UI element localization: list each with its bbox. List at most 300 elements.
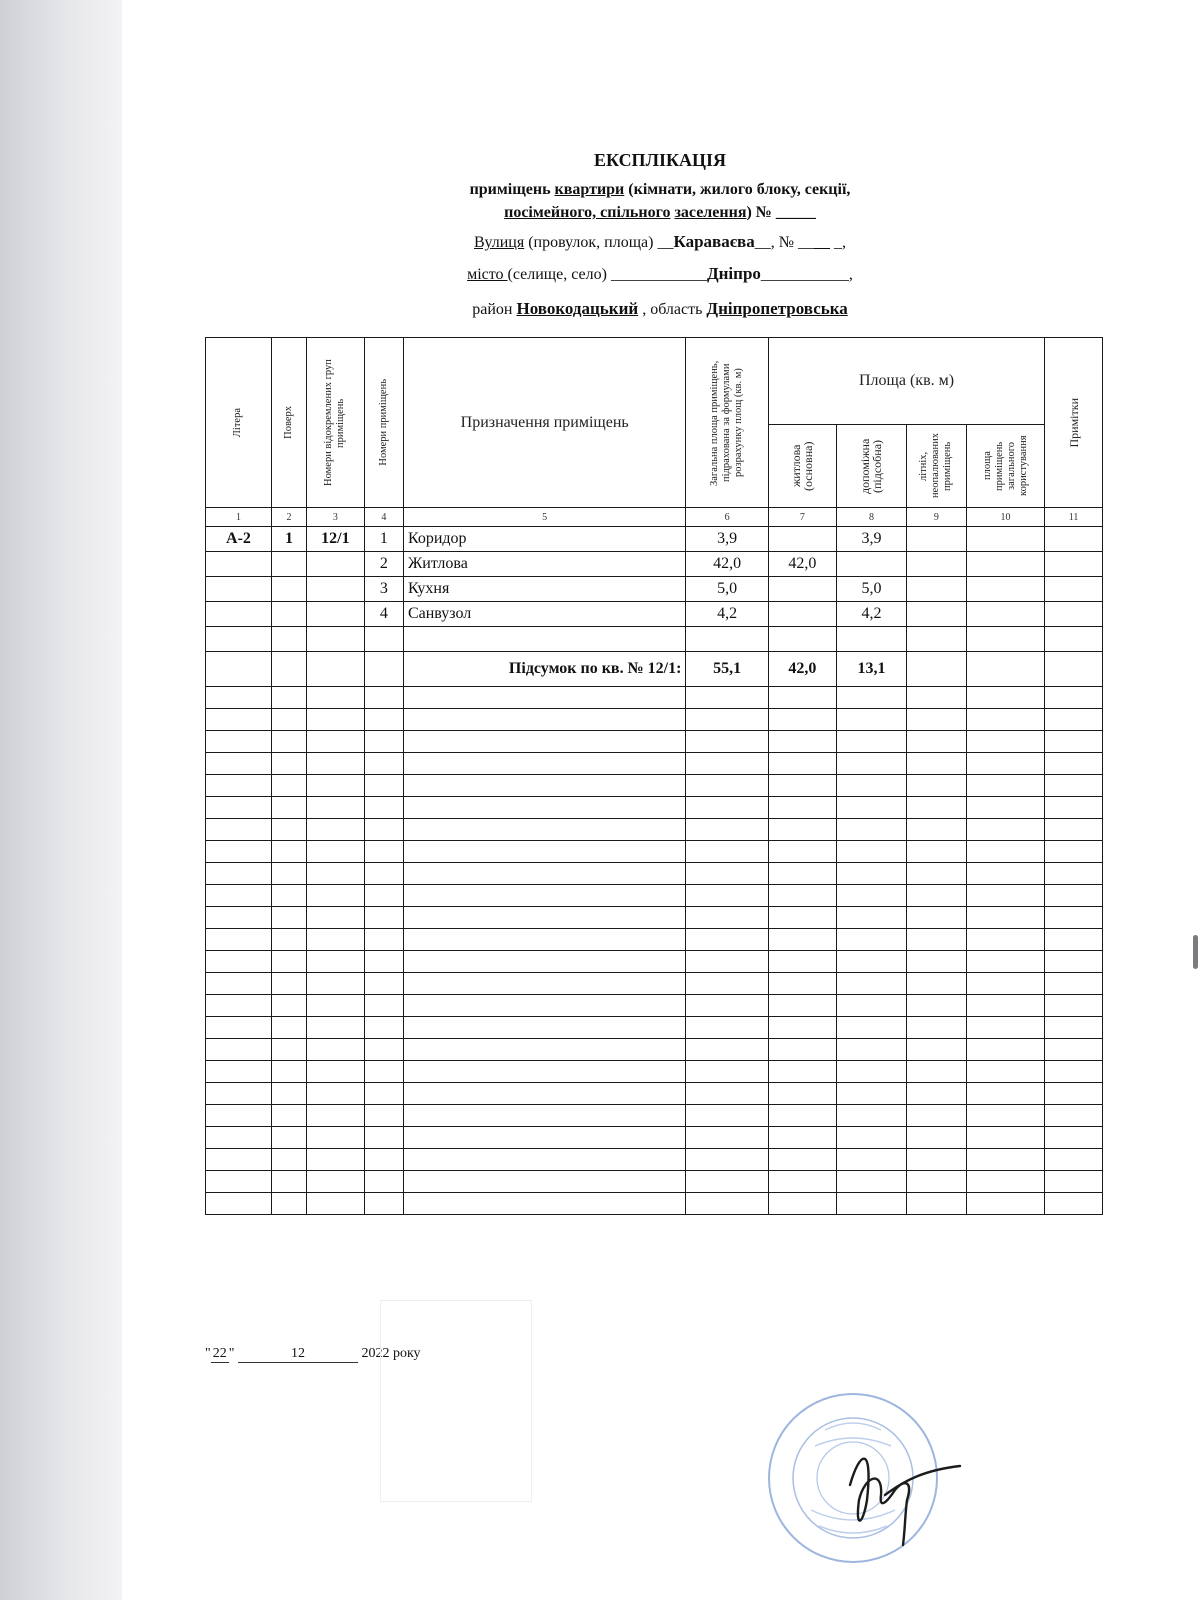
- table-row-empty: [206, 841, 1103, 863]
- table-cell-empty: [271, 841, 306, 863]
- table-cell-empty: [271, 951, 306, 973]
- table-cell-empty: [271, 1017, 306, 1039]
- table-cell-empty: [364, 841, 403, 863]
- table-cell-empty: [403, 753, 685, 775]
- table-cell-empty: [836, 1061, 906, 1083]
- table-cell-empty: [966, 841, 1044, 863]
- table-cell-empty: [206, 1149, 272, 1171]
- table-cell-empty: [271, 797, 306, 819]
- table-cell-empty: [686, 1149, 768, 1171]
- table-cell-empty: [907, 1193, 967, 1215]
- table-cell-empty: [307, 1017, 365, 1039]
- table-cell-empty: [307, 951, 365, 973]
- table-cell-empty: [768, 819, 836, 841]
- table-cell-empty: [907, 885, 967, 907]
- table-cell-empty: [686, 973, 768, 995]
- table-cell-empty: [686, 863, 768, 885]
- table-cell-empty: [271, 1127, 306, 1149]
- table-cell-empty: [364, 1039, 403, 1061]
- bleed-through-mark: [380, 1300, 532, 1502]
- table-cell-empty: [403, 929, 685, 951]
- table-cell-empty: [836, 1039, 906, 1061]
- table-cell-empty: [1045, 885, 1103, 907]
- table-cell-empty: [686, 709, 768, 731]
- table-cell-empty: [686, 841, 768, 863]
- table-row-empty: [206, 885, 1103, 907]
- table-cell-empty: [271, 995, 306, 1017]
- table-cell-empty: [271, 753, 306, 775]
- table-cell-empty: [206, 863, 272, 885]
- table-total-row: [206, 652, 1103, 687]
- table-cell-empty: [403, 885, 685, 907]
- table-cell-empty: [364, 1105, 403, 1127]
- total-label: Підсумок по кв. № 12/1:: [403, 652, 685, 687]
- table-cell-empty: [307, 1171, 365, 1193]
- table-cell-empty: [836, 1017, 906, 1039]
- table-cell-empty: [768, 841, 836, 863]
- table-cell-empty: [966, 753, 1044, 775]
- table-row-empty: [206, 1171, 1103, 1193]
- table-cell-empty: [364, 1083, 403, 1105]
- table-cell-empty: [686, 1039, 768, 1061]
- total-area-value: 55,1: [686, 652, 768, 687]
- table-cell-empty: [686, 1171, 768, 1193]
- table-cell-empty: [307, 731, 365, 753]
- table-row-empty: [206, 1061, 1103, 1083]
- table-cell-empty: [364, 885, 403, 907]
- table-cell-empty: [907, 819, 967, 841]
- date-day: 22: [212, 1346, 227, 1361]
- table-cell-empty: [403, 819, 685, 841]
- table-cell-empty: [907, 973, 967, 995]
- street-line: Вулиця (провулок, площа) __Караваєва__, № ____ _,: [473, 232, 846, 251]
- district-line: район Новокодацький , область Дніпропетровська: [472, 299, 848, 318]
- table-cell-empty: [206, 797, 272, 819]
- table-cell-empty: [966, 1127, 1044, 1149]
- table-cell-empty: [403, 863, 685, 885]
- table-cell-empty: [686, 929, 768, 951]
- table-cell-empty: [307, 1105, 365, 1127]
- table-cell-empty: [307, 797, 365, 819]
- table-row-empty: [206, 929, 1103, 951]
- table-cell-empty: [307, 1127, 365, 1149]
- table-cell-empty: [686, 951, 768, 973]
- table-cell-empty: [907, 753, 967, 775]
- table-cell-empty: [686, 1127, 768, 1149]
- header-area-group: Площа (кв. м): [768, 338, 1044, 425]
- table-cell-empty: [907, 863, 967, 885]
- table-cell-empty: [403, 1061, 685, 1083]
- table-cell-empty: [907, 687, 967, 709]
- explication-table: [205, 337, 1103, 1215]
- table-cell-empty: [836, 973, 906, 995]
- table-cell-empty: [836, 995, 906, 1017]
- table-cell-empty: [206, 1039, 272, 1061]
- table-cell-empty: [768, 885, 836, 907]
- table-cell-empty: [403, 1193, 685, 1215]
- table-cell-empty: [686, 1061, 768, 1083]
- table-cell-empty: [307, 995, 365, 1017]
- table-cell-empty: [1045, 775, 1103, 797]
- table-cell-empty: [768, 1105, 836, 1127]
- table-cell-empty: [1045, 973, 1103, 995]
- table-row: 2 Житлова 42,0 42,0: [206, 552, 1103, 577]
- table-cell-empty: [271, 863, 306, 885]
- street-value: Караваєва: [673, 232, 755, 251]
- table-cell-empty: [271, 687, 306, 709]
- table-cell-empty: [206, 973, 272, 995]
- table-row-empty: [206, 753, 1103, 775]
- table-cell-empty: [271, 819, 306, 841]
- table-cell-empty: [836, 731, 906, 753]
- table-cell-empty: [907, 1127, 967, 1149]
- table-cell-empty: [403, 775, 685, 797]
- table-cell-empty: [836, 951, 906, 973]
- table-cell-empty: [907, 797, 967, 819]
- table-cell-empty: [966, 885, 1044, 907]
- table-cell-empty: [364, 951, 403, 973]
- table-row-empty: [206, 973, 1103, 995]
- table-cell-empty: [907, 1061, 967, 1083]
- table-cell-empty: [768, 1083, 836, 1105]
- table-cell-empty: [364, 863, 403, 885]
- table-cell-empty: [768, 1017, 836, 1039]
- table-cell-empty: [206, 1127, 272, 1149]
- table-cell-empty: [271, 885, 306, 907]
- table-cell-empty: [768, 687, 836, 709]
- header-notes: Примітки: [1045, 338, 1103, 508]
- table-cell-empty: [307, 753, 365, 775]
- table-cell-empty: [1045, 1149, 1103, 1171]
- table-cell-empty: [768, 1039, 836, 1061]
- table-cell-empty: [206, 731, 272, 753]
- table-cell-empty: [907, 775, 967, 797]
- header-litera: Літера: [206, 338, 272, 508]
- table-cell-empty: [1045, 797, 1103, 819]
- table-cell-empty: [206, 687, 272, 709]
- table-cell-empty: [836, 1127, 906, 1149]
- table-cell-empty: [686, 1017, 768, 1039]
- table-cell-empty: [271, 731, 306, 753]
- table-cell-empty: [271, 709, 306, 731]
- table-cell-empty: [307, 709, 365, 731]
- table-cell-empty: [966, 1149, 1044, 1171]
- table-cell-empty: [206, 819, 272, 841]
- table-row-empty: [206, 863, 1103, 885]
- table-row-empty: [206, 627, 1103, 652]
- table-cell-empty: [271, 1061, 306, 1083]
- table-cell-empty: [836, 1193, 906, 1215]
- table-cell-empty: [836, 1083, 906, 1105]
- table-cell-empty: [966, 951, 1044, 973]
- table-cell-empty: [1045, 907, 1103, 929]
- table-cell-empty: [966, 709, 1044, 731]
- table-cell-empty: [364, 973, 403, 995]
- table-cell-empty: [686, 775, 768, 797]
- table-cell-empty: [206, 1061, 272, 1083]
- table-cell-empty: [364, 753, 403, 775]
- table-cell-empty: [836, 709, 906, 731]
- header-purpose: Призначення приміщень: [403, 338, 685, 508]
- table-cell-empty: [966, 1193, 1044, 1215]
- table-cell-empty: [907, 1083, 967, 1105]
- table-row-empty: [206, 1105, 1103, 1127]
- table-cell-empty: [836, 797, 906, 819]
- table-cell-empty: [907, 841, 967, 863]
- table-cell-empty: [364, 731, 403, 753]
- table-cell-empty: [768, 731, 836, 753]
- table-cell-empty: [206, 1017, 272, 1039]
- table-cell-empty: [966, 1039, 1044, 1061]
- table-cell-empty: [686, 819, 768, 841]
- table-cell-empty: [966, 863, 1044, 885]
- table-cell-empty: [768, 951, 836, 973]
- table-cell-empty: [686, 687, 768, 709]
- table-cell-empty: [403, 907, 685, 929]
- table-cell-empty: [307, 907, 365, 929]
- table-cell-empty: [307, 929, 365, 951]
- table-cell-empty: [1045, 1039, 1103, 1061]
- city-line: місто (селище, село) ____________Дніпро___________,: [467, 264, 853, 283]
- table-cell-empty: [686, 885, 768, 907]
- district-value: Новокодацький: [516, 299, 639, 318]
- table-cell-empty: [1045, 753, 1103, 775]
- table-row: А-2 1 12/1 1 Коридор 3,9 3,9: [206, 527, 1103, 552]
- table-cell-empty: [907, 709, 967, 731]
- table-cell-empty: [966, 1171, 1044, 1193]
- table-cell-empty: [364, 819, 403, 841]
- official-stamp: [755, 1390, 965, 1565]
- table-cell-empty: [403, 1149, 685, 1171]
- table-cell-empty: [907, 731, 967, 753]
- table-cell-empty: [768, 1149, 836, 1171]
- table-cell-empty: [1045, 731, 1103, 753]
- table-row-empty: [206, 1193, 1103, 1215]
- table-cell-empty: [686, 907, 768, 929]
- table-cell-empty: [1045, 1017, 1103, 1039]
- table-cell-empty: [768, 775, 836, 797]
- table-cell-empty: [966, 929, 1044, 951]
- table-cell-empty: [206, 753, 272, 775]
- table-cell-empty: [768, 1171, 836, 1193]
- table-cell-empty: [1045, 995, 1103, 1017]
- table-cell-empty: [966, 1017, 1044, 1039]
- table-row-empty: [206, 687, 1103, 709]
- subtitle-line-2: посімейного, спільного заселення) № _____: [504, 204, 816, 221]
- table-cell-empty: [307, 1061, 365, 1083]
- table-cell-empty: [768, 1127, 836, 1149]
- table-cell-empty: [403, 951, 685, 973]
- total-living-value: 42,0: [768, 652, 836, 687]
- table-cell-empty: [307, 819, 365, 841]
- table-cell-empty: [206, 1193, 272, 1215]
- table-cell-empty: [364, 1127, 403, 1149]
- header-summer: літніх, неопалюваних приміщень: [907, 425, 967, 508]
- table-cell-empty: [686, 797, 768, 819]
- table-cell-empty: [768, 973, 836, 995]
- table-cell-empty: [768, 929, 836, 951]
- table-cell-empty: [307, 1083, 365, 1105]
- table-cell-empty: [836, 775, 906, 797]
- table-row-empty: [206, 819, 1103, 841]
- header-rooms: Номери приміщень: [364, 338, 403, 508]
- table-cell-empty: [403, 709, 685, 731]
- table-cell-empty: [907, 1039, 967, 1061]
- header-groups: Номери відокремлених груп приміщень: [307, 338, 365, 508]
- date-line: " 22 " 12 2022 року: [205, 1346, 421, 1361]
- table-cell-empty: [307, 1193, 365, 1215]
- table-cell-empty: [206, 929, 272, 951]
- table-cell-empty: [836, 929, 906, 951]
- table-cell-empty: [271, 1171, 306, 1193]
- scrollbar-thumb[interactable]: [1193, 935, 1198, 969]
- table-row-empty: [206, 797, 1103, 819]
- table-cell-empty: [403, 1039, 685, 1061]
- table-cell-empty: [271, 907, 306, 929]
- table-cell-empty: [768, 995, 836, 1017]
- table-cell-empty: [364, 775, 403, 797]
- table-row-empty: [206, 1039, 1103, 1061]
- table-cell-empty: [836, 1105, 906, 1127]
- table-row-empty: [206, 775, 1103, 797]
- city-value: Дніпро: [706, 264, 761, 283]
- table-row-empty: [206, 1149, 1103, 1171]
- table-cell-empty: [836, 687, 906, 709]
- header-living: житлова (основна): [768, 425, 836, 508]
- table-cell-empty: [907, 1171, 967, 1193]
- header-aux: допоміжна (підсобна): [836, 425, 906, 508]
- table-cell-empty: [307, 775, 365, 797]
- date-year: 2022 року: [357, 1346, 421, 1361]
- table-cell-empty: [364, 797, 403, 819]
- table-cell-empty: [686, 1193, 768, 1215]
- table-cell-empty: [768, 797, 836, 819]
- table-cell-empty: [1045, 1083, 1103, 1105]
- table-cell-empty: [966, 907, 1044, 929]
- table-cell-empty: [364, 907, 403, 929]
- table-cell-empty: [403, 1105, 685, 1127]
- table-row-empty: [206, 1017, 1103, 1039]
- table-cell-empty: [206, 841, 272, 863]
- table-cell-empty: [271, 973, 306, 995]
- table-cell-empty: [836, 841, 906, 863]
- table-cell-empty: [206, 995, 272, 1017]
- table-cell-empty: [364, 929, 403, 951]
- table-cell-empty: [364, 1017, 403, 1039]
- table-cell-empty: [768, 907, 836, 929]
- table-cell-empty: [1045, 1061, 1103, 1083]
- table-row: 4 Санвузол 4,2 4,2: [206, 602, 1103, 627]
- table-cell-empty: [966, 1083, 1044, 1105]
- table-cell-empty: [686, 731, 768, 753]
- table-cell-empty: [271, 775, 306, 797]
- table-cell-empty: [403, 841, 685, 863]
- table-cell-empty: [271, 929, 306, 951]
- table-cell-empty: [1045, 709, 1103, 731]
- table-cell-empty: [966, 1105, 1044, 1127]
- table-row-empty: [206, 709, 1103, 731]
- table-cell-empty: [271, 1149, 306, 1171]
- table-cell-empty: [966, 819, 1044, 841]
- table-cell-empty: [907, 907, 967, 929]
- table-cell-empty: [768, 753, 836, 775]
- table-cell-empty: [966, 1061, 1044, 1083]
- table-cell-empty: [1045, 1127, 1103, 1149]
- table-row-empty: [206, 1083, 1103, 1105]
- scan-edge-shadow: [0, 0, 122, 1600]
- table-row: 3 Кухня 5,0 5,0: [206, 577, 1103, 602]
- table-cell-empty: [206, 885, 272, 907]
- table-cell-empty: [364, 995, 403, 1017]
- table-cell-empty: [206, 951, 272, 973]
- table-cell-empty: [403, 1083, 685, 1105]
- table-cell-empty: [364, 1193, 403, 1215]
- table-cell-empty: [403, 731, 685, 753]
- table-cell-empty: [364, 1171, 403, 1193]
- table-cell-empty: [966, 687, 1044, 709]
- table-cell-empty: [307, 885, 365, 907]
- table-cell-empty: [1045, 687, 1103, 709]
- table-cell-empty: [1045, 1171, 1103, 1193]
- table-cell-empty: [403, 687, 685, 709]
- table-cell-empty: [966, 797, 1044, 819]
- table-cell-empty: [206, 709, 272, 731]
- table-cell-empty: [206, 1171, 272, 1193]
- table-cell-empty: [836, 907, 906, 929]
- document-title: ЕКСПЛІКАЦІЯ: [593, 150, 727, 170]
- total-aux-value: 13,1: [836, 652, 906, 687]
- header-total-area: Загальна площа приміщень, підрахована за формулами розрахунку площ (кв. м): [686, 338, 768, 508]
- table-cell-empty: [206, 775, 272, 797]
- table-cell-empty: [768, 863, 836, 885]
- table-row-empty: [206, 907, 1103, 929]
- table-cell-empty: [1045, 841, 1103, 863]
- table-cell-empty: [966, 731, 1044, 753]
- table-cell-empty: [686, 1105, 768, 1127]
- subtitle-line-1: приміщень квартири (кімнати, жилого блоку, секції,: [469, 181, 851, 198]
- table-cell-empty: [271, 1105, 306, 1127]
- table-row-empty: [206, 995, 1103, 1017]
- table-cell-empty: [206, 907, 272, 929]
- table-cell-empty: [966, 995, 1044, 1017]
- table-cell-empty: [907, 1105, 967, 1127]
- table-cell-empty: [1045, 819, 1103, 841]
- table-cell-empty: [836, 1149, 906, 1171]
- table-row-empty: [206, 731, 1103, 753]
- table-cell-empty: [403, 1171, 685, 1193]
- table-cell-empty: [686, 995, 768, 1017]
- date-month: 12: [238, 1346, 358, 1363]
- table-cell-empty: [907, 929, 967, 951]
- table-cell-empty: [403, 995, 685, 1017]
- table-cell-empty: [307, 841, 365, 863]
- table-cell-empty: [836, 753, 906, 775]
- table-row-empty: [206, 1127, 1103, 1149]
- table-cell-empty: [403, 973, 685, 995]
- table-cell-empty: [206, 1083, 272, 1105]
- table-cell-empty: [1045, 929, 1103, 951]
- table-cell-empty: [307, 1149, 365, 1171]
- table-cell-empty: [364, 1061, 403, 1083]
- table-cell-empty: [307, 973, 365, 995]
- table-cell-empty: [768, 1061, 836, 1083]
- table-cell-empty: [836, 1171, 906, 1193]
- header-floor: Поверх: [271, 338, 306, 508]
- table-cell-empty: [1045, 1193, 1103, 1215]
- table-cell-empty: [836, 819, 906, 841]
- empty-rows: [206, 687, 1103, 1215]
- table-cell-empty: [307, 1039, 365, 1061]
